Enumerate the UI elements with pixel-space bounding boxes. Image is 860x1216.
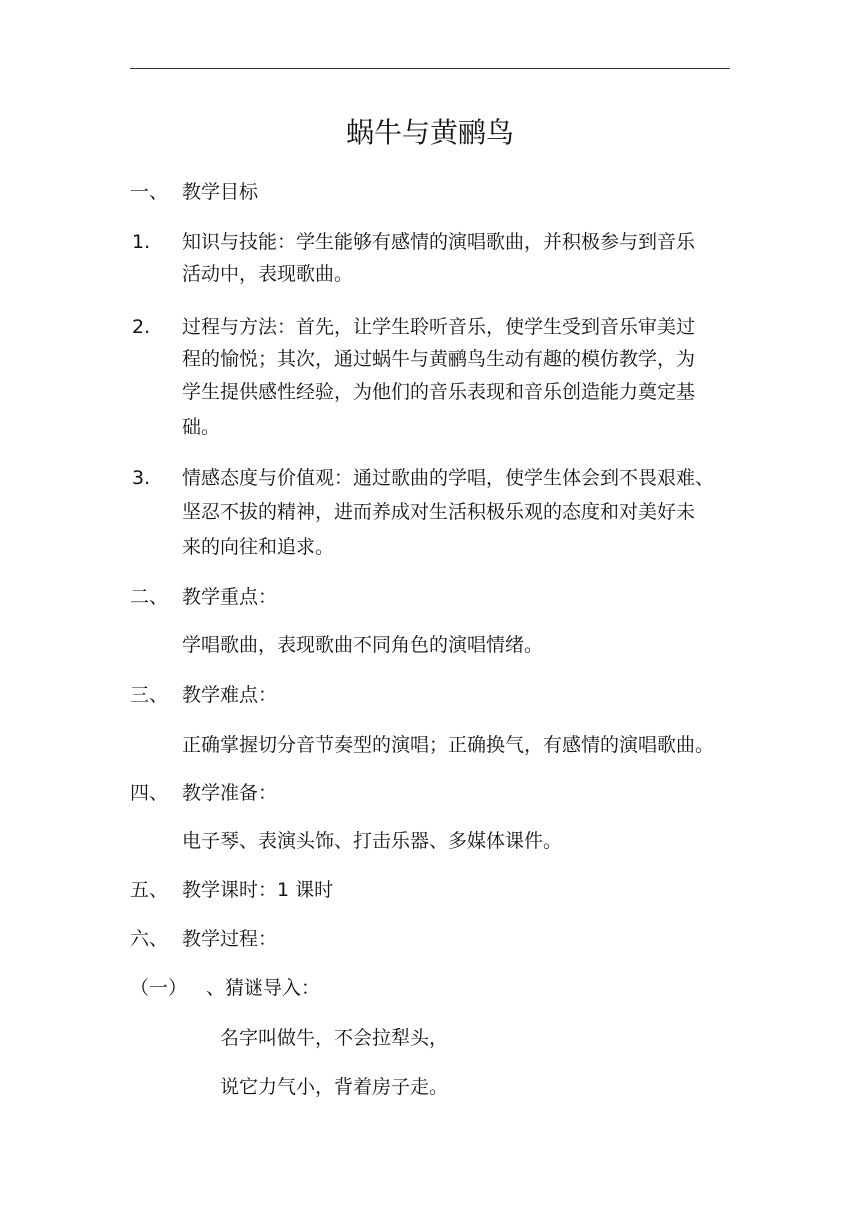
goal-2-line-1: 过程与方法：首先，让学生聆听音乐，使学生受到音乐审美过 <box>182 316 696 338</box>
section-marker-6: 六、 <box>130 928 169 950</box>
goal-3-line-1: 情感态度与价值观：通过歌曲的学唱，使学生体会到不畏艰难、 <box>182 467 715 489</box>
section-heading-objectives: 教学目标 <box>182 181 259 203</box>
section-heading-key-points: 教学重点： <box>182 586 278 608</box>
goal-1-line-2: 活动中，表现歌曲。 <box>182 263 354 285</box>
goal-3-line-3: 来的向往和追求。 <box>182 536 335 558</box>
riddle-line-2: 说它力气小，背着房子走。 <box>220 1076 449 1098</box>
section-marker-4: 四、 <box>130 782 169 804</box>
section-marker-1: 一、 <box>130 181 169 203</box>
section-marker-2: 二、 <box>130 586 169 608</box>
subsection-marker-1: （一） <box>130 977 188 999</box>
goal-2-line-3: 学生提供感性经验，为他们的音乐表现和音乐创造能力奠定基 <box>182 381 696 403</box>
goal-marker-3: 3. <box>132 467 151 489</box>
section-heading-process: 教学过程： <box>182 928 278 950</box>
riddle-line-1: 名字叫做牛，不会拉犁头， <box>220 1027 449 1049</box>
difficulties-text: 正确掌握切分音节奏型的演唱；正确换气，有感情的演唱歌曲。 <box>182 734 715 756</box>
goal-marker-1: 1. <box>132 231 151 253</box>
goal-1-line-1: 知识与技能：学生能够有感情的演唱歌曲，并积极参与到音乐 <box>182 231 696 253</box>
section-heading-class-hours: 教学课时：1 课时 <box>182 879 334 901</box>
section-heading-difficulties: 教学难点： <box>182 684 278 706</box>
key-points-text: 学唱歌曲，表现歌曲不同角色的演唱情绪。 <box>182 634 544 656</box>
preparation-text: 电子琴、表演头饰、打击乐器、多媒体课件。 <box>182 830 563 852</box>
section-marker-3: 三、 <box>130 684 169 706</box>
section-marker-5: 五、 <box>130 879 169 901</box>
section-heading-preparation: 教学准备： <box>182 782 278 804</box>
goal-marker-2: 2. <box>132 316 151 338</box>
document-title: 蜗牛与黄鹂鸟 <box>345 116 514 149</box>
goal-2-line-2: 程的愉悦；其次，通过蜗牛与黄鹂鸟生动有趣的模仿教学，为 <box>182 348 696 370</box>
header-rule <box>130 68 730 69</box>
goal-3-line-2: 坚忍不拔的精神，进而养成对生活积极乐观的态度和对美好未 <box>182 501 696 523</box>
subsection-heading-riddle-intro: 、猜谜导入： <box>206 977 321 999</box>
goal-2-line-4: 础。 <box>182 416 221 438</box>
